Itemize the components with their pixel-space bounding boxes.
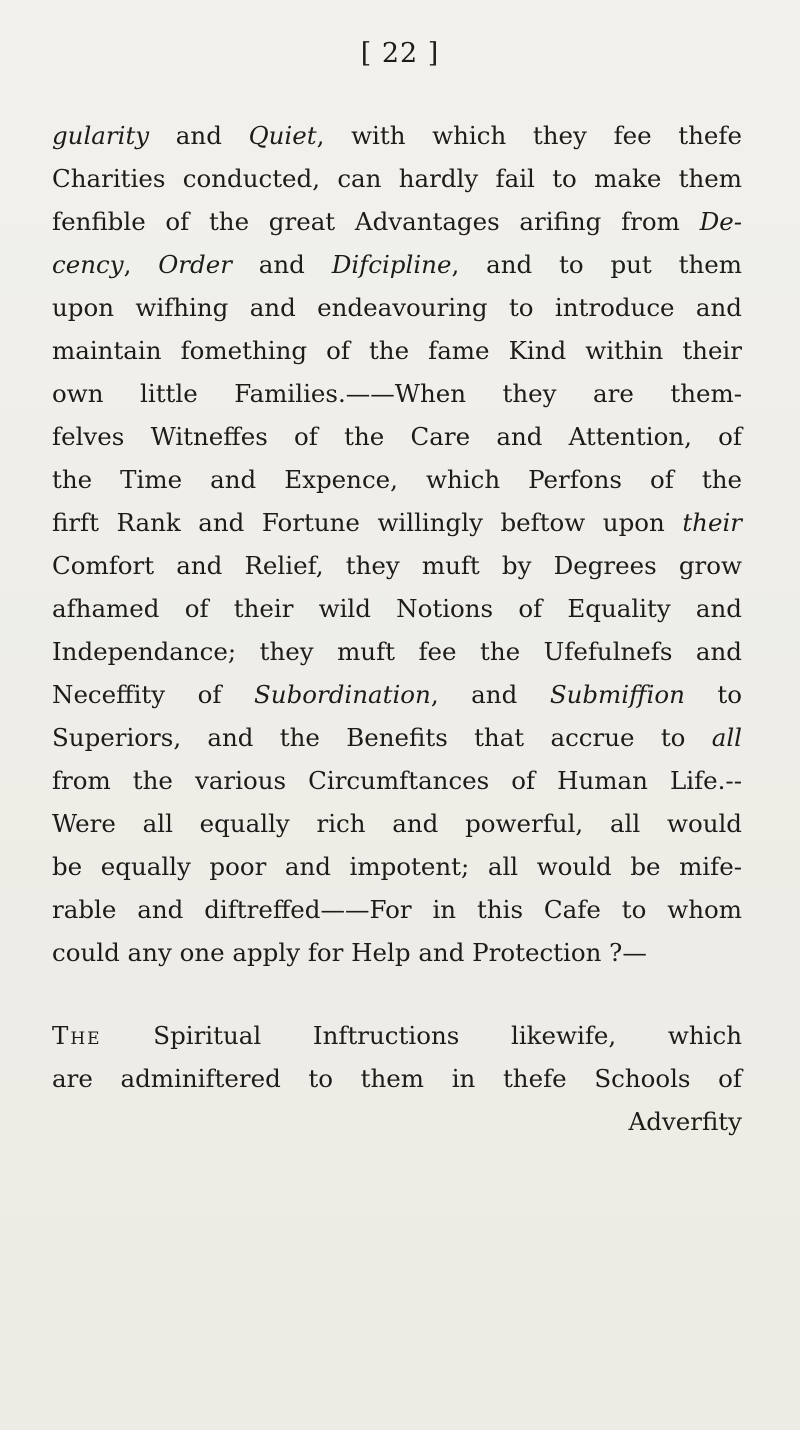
text-run: Independance; they muft fee the Ufefulnefs and [52,637,742,666]
smallcaps-text: The [52,1021,102,1050]
text-line [52,1057,742,1100]
body-text [52,114,742,1143]
paragraph-2 [52,1014,742,1100]
text-line [52,114,742,157]
italic-text: gularity [52,121,150,150]
text-run: , with which they fee thefe [316,121,742,150]
text-run: Charities conducted, can hardly fail to make them [52,164,742,193]
text-run: , and to put them [451,250,742,279]
italic-text: all [711,723,742,752]
text-line [52,630,742,673]
paragraph-gap [52,974,742,1014]
text-run: Comfort and Relief, they muft by Degrees grow [52,551,742,580]
italic-text: their [682,508,742,537]
text-run: could any one apply for Help and Protection ?— [52,938,647,967]
text-run: rable and diftreffed——For in this Cafe to whom [52,895,742,924]
text-line [52,372,742,415]
text-line [52,716,742,759]
text-run: felves Witneffes of the Care and Attention, of [52,422,742,451]
text-run: maintain fomething of the fame Kind within their [52,336,742,365]
text-line [52,200,742,243]
text-run: from the various Circumftances of Human Life.-- [52,766,742,795]
italic-text: Submiffion [549,680,685,709]
text-line [52,243,742,286]
paragraph-1 [52,114,742,974]
text-line [52,802,742,845]
text-line [52,845,742,888]
text-line [52,931,742,974]
italic-text: De- [699,207,742,236]
text-line [52,544,742,587]
text-run: and [149,121,249,150]
text-line [52,415,742,458]
text-line [52,888,742,931]
text-run: the Time and Expence, which Perfons of the [52,465,742,494]
text-run: afhamed of their wild Notions of Equality and [52,594,742,623]
text-run: fenfible of the great Advantages arifing from [52,207,700,236]
text-line [52,759,742,802]
text-line [52,673,742,716]
text-run: to [684,680,743,709]
text-run: , [123,250,159,279]
text-line [52,501,742,544]
text-line [52,286,742,329]
text-line [52,329,742,372]
text-run: firft Rank and Fortune willingly beftow upon [52,508,683,537]
text-run: own little Families.——When they are them- [52,379,742,408]
text-run: , and [430,680,550,709]
text-line [52,157,742,200]
text-run: are adminiftered to them in thefe Schools of [52,1064,742,1093]
text-run: Were all equally rich and powerful, all would [52,809,742,838]
italic-text: Order [158,250,232,279]
text-run: and [231,250,332,279]
text-line [52,458,742,501]
text-line [52,587,742,630]
text-line [52,1014,742,1057]
italic-text: Subordination [254,680,431,709]
text-run: upon wifhing and endeavouring to introduce and [52,293,742,322]
italic-text: cency [52,250,124,279]
text-run: Superiors, and the Benefits that accrue to [52,723,712,752]
catchword: Adverfity [628,1107,742,1136]
italic-text: Difcipline [331,250,452,279]
page-number: [ 22 ] [360,38,440,69]
italic-text: Quiet [248,121,317,150]
text-run: be equally poor and impotent; all would be mife- [52,852,742,881]
text-run: Neceffity of [52,680,255,709]
text-run: Spiritual Inftructions likewife, which [101,1021,742,1050]
